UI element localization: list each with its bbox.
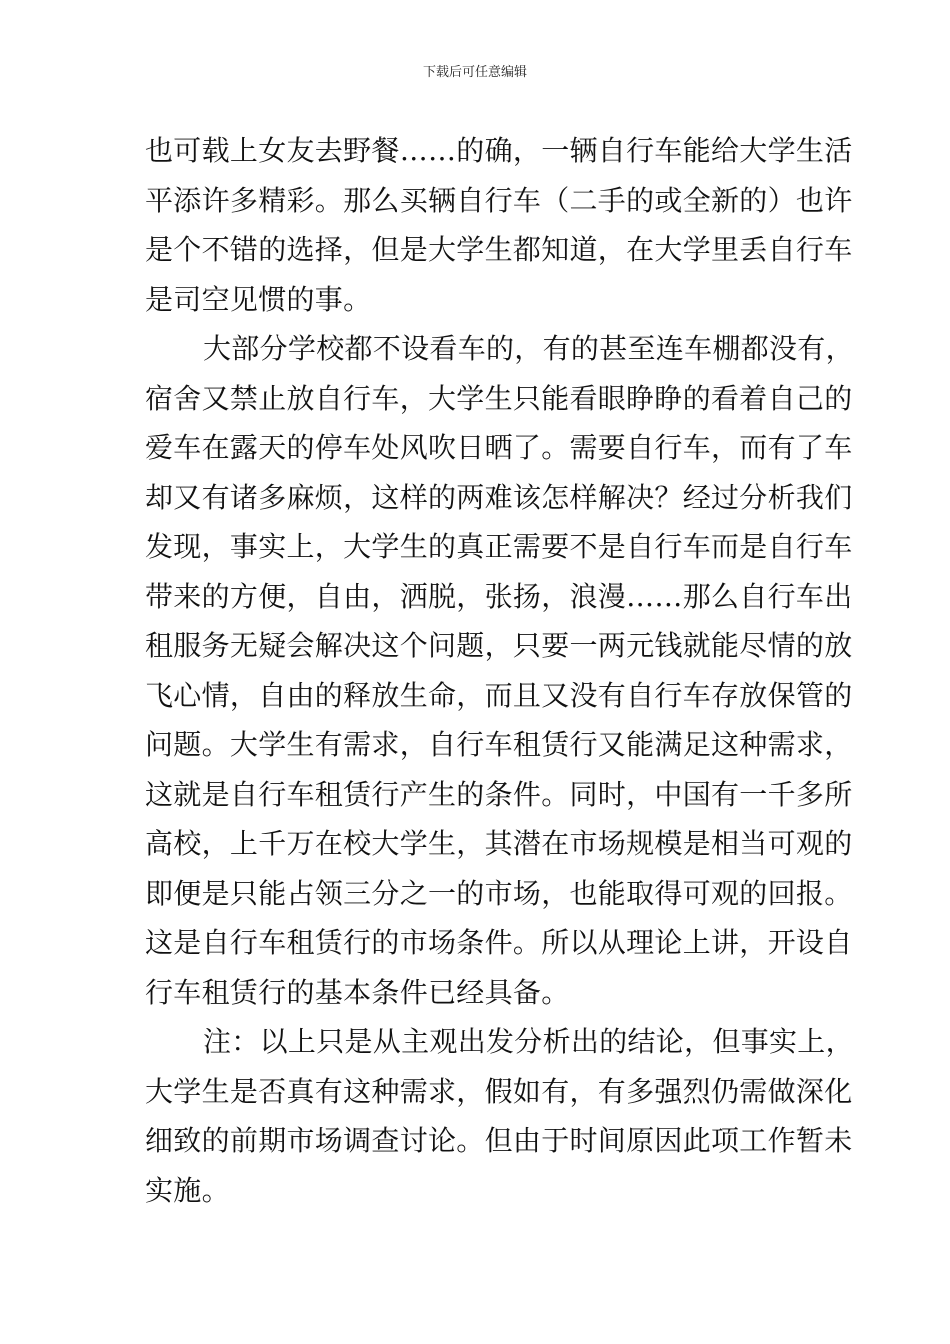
- text-line: 大学生是否真有这种需求，假如有，有多强烈仍需做深化: [145, 1074, 853, 1108]
- page-header: 下载后可任意编辑: [422, 65, 527, 80]
- text-line: 实施。: [145, 1173, 230, 1207]
- text-line: 也可载上女友去野餐……的确，一辆自行车能给大学生活: [145, 134, 853, 167]
- text-line: 问题。大学生有需求，自行车租赁行又能满足这种需求，: [145, 728, 853, 761]
- document-body: [145, 126, 854, 1215]
- text-line: 行车租赁行的基本条件已经具备。: [145, 975, 570, 1009]
- text-line: 爱车在露天的停车处风吹日晒了。需要自行车，而有了车: [145, 431, 853, 464]
- text-line: 即便是只能占领三分之一的市场，也能取得可观的回报。: [145, 876, 853, 910]
- text-line: 带来的方便，自由，洒脱，张扬，浪漫……那么自行车出: [145, 579, 853, 613]
- text-line: 是个不错的选择，但是大学生都知道，在大学里丢自行车: [145, 233, 853, 266]
- paragraph-first-line: 大部分学校都不设看车的，有的甚至连车棚都没有，: [203, 332, 854, 365]
- text-line: 高校，上千万在校大学生，其潜在市场规模是相当可观的: [145, 827, 853, 860]
- text-line: 这是自行车租赁行的市场条件。所以从理论上讲，开设自: [145, 926, 853, 959]
- text-line: 是司空见惯的事。: [145, 282, 372, 316]
- text-line: 飞心情，自由的释放生命，而且又没有自行车存放保管的: [145, 678, 853, 712]
- text-line: 宿舍又禁止放自行车，大学生只能看眼睁睁的看着自己的: [145, 381, 853, 415]
- text-line: 发现，事实上，大学生的真正需要不是自行车而是自行车: [145, 530, 853, 563]
- text-line: 平添许多精彩。那么买辆自行车（二手的或全新的）也许: [145, 183, 853, 217]
- text-line: 这就是自行车租赁行产生的条件。同时，中国有一千多所: [145, 777, 853, 811]
- text-line: 却又有诸多麻烦，这样的两难该怎样解决？经过分析我们: [145, 480, 853, 514]
- text-line: 细致的前期市场调查讨论。但由于时间原因此项工作暂未: [145, 1124, 853, 1157]
- text-line: 租服务无疑会解决这个问题，只要一两元钱就能尽情的放: [145, 629, 853, 662]
- note-first-line: 注：以上只是从主观出发分析出的结论，但事实上，: [203, 1025, 854, 1058]
